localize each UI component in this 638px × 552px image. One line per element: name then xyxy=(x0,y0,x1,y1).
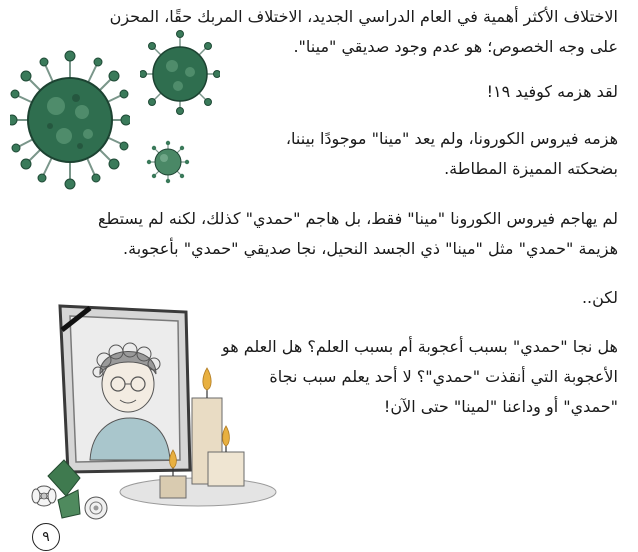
text-line: هل نجا "حمدي" بسبب أعجوبة أم بسبب العلم؟ هل العلم هو xyxy=(221,337,618,356)
paragraph-4 xyxy=(98,204,618,264)
virus-icon-large xyxy=(10,50,130,190)
virus-icon-medium xyxy=(140,30,220,115)
memorial-portrait xyxy=(60,306,190,472)
text-line: على وجه الخصوص؛ هو عدم وجود صديقي "مينا". xyxy=(293,37,618,56)
text-line: لقد هزمه كوفيد ١٩! xyxy=(486,82,618,101)
memorial-illustration xyxy=(18,300,283,525)
text-line: الاختلاف الأكثر أهمية في العام الدراسي الجديد، الاختلاف المربك حقًا، المحزن xyxy=(109,7,618,26)
text-line: الأعجوبة التي أنقذت "حمدي"؟ لا أحد يعلم سبب نجاة xyxy=(269,367,618,386)
paragraph-5 xyxy=(582,283,618,313)
virus-icon-small xyxy=(146,140,190,184)
text-line: لم يهاجم فيروس الكورونا "مينا" فقط، بل هاجم "حمدي" كذلك، لكنه لم يستطع xyxy=(97,209,618,228)
text-line: "حمدي" أو وداعنا "لمينا" حتى الآن! xyxy=(383,397,618,416)
page-number: ٩ xyxy=(32,523,60,551)
text-line: بضحكته المميزة المطاطة. xyxy=(444,159,618,178)
text-line: هزمه فيروس الكورونا، ولم يعد "مينا" موجودًا بيننا، xyxy=(285,129,618,148)
paragraph-3 xyxy=(286,124,618,184)
paragraph-2 xyxy=(487,77,618,107)
text-line: لكن.. xyxy=(581,288,618,307)
text-line: هزيمة "حمدي" مثل "مينا" ذي الجسد النحيل، نجا صديقي "حمدي" بأعجوبة. xyxy=(123,239,618,258)
